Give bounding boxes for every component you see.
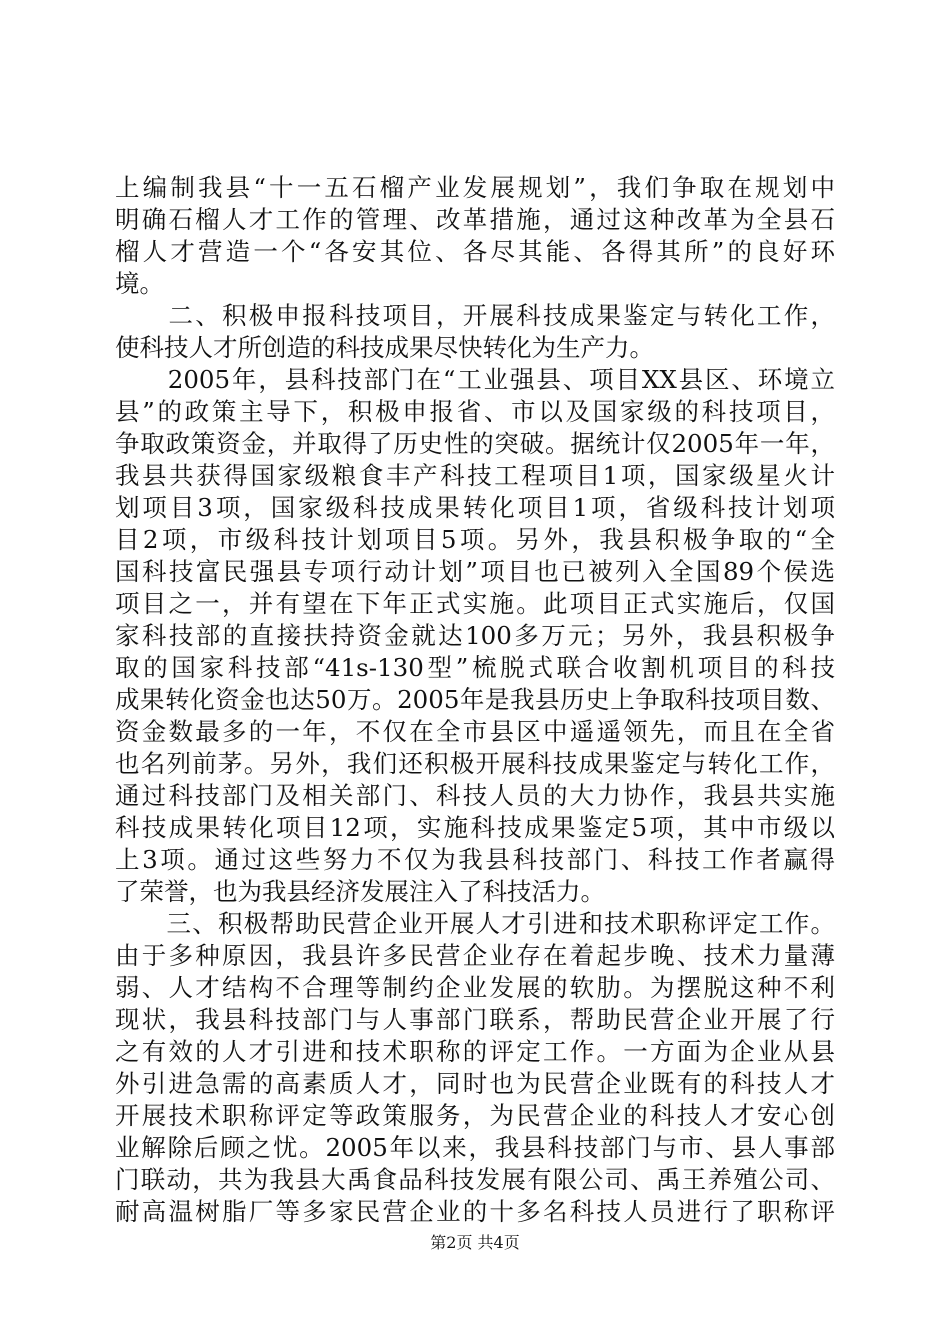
text-line: 弱、人才结构不合理等制约企业发展的软肋。为摆脱这种不利 (115, 973, 835, 1002)
text-line: 门联动，共为我县大禹食品科技发展有限公司、禹王养殖公司、 (115, 1165, 835, 1194)
text-line: 境。 (115, 269, 164, 298)
text-line: 二、积极申报科技项目，开展科技成果鉴定与转化工作， (115, 301, 835, 330)
page-footer: 第2页 共4页 (430, 1233, 520, 1252)
text-line: 现状，我县科技部门与人事部门联系，帮助民营企业开展了行 (115, 1005, 835, 1034)
text-line: 由于多种原因，我县许多民营企业存在着起步晚、技术力量薄 (115, 941, 835, 970)
text-line: 也名列前茅。另外，我们还积极开展科技成果鉴定与转化工作， (115, 749, 835, 778)
text-line: 上3项。通过这些努力不仅为我县科技部门、科技工作者赢得 (115, 845, 835, 874)
text-line: 上编制我县“十一五石榴产业发展规划”，我们争取在规划中 (115, 173, 835, 202)
text-line: 科技成果转化项目12项，实施科技成果鉴定5项，其中市级以 (115, 813, 835, 842)
text-line: 之有效的人才引进和技术职称的评定工作。一方面为企业从县 (115, 1037, 835, 1066)
text-line: 资金数最多的一年，不仅在全市县区中遥遥领先，而且在全省 (115, 717, 835, 746)
text-line: 了荣誉，也为我县经济发展注入了科技活力。 (115, 877, 605, 906)
text-line: 县”的政策主导下，积极申报省、市以及国家级的科技项目， (115, 397, 835, 426)
text-line: 使科技人才所创造的科技成果尽快转化为生产力。 (115, 333, 654, 362)
text-line: 划项目3项，国家级科技成果转化项目1项，省级科技计划项 (115, 493, 835, 522)
body-text (115, 172, 835, 1228)
text-line: 开展技术职称评定等政策服务，为民营企业的科技人才安心创 (115, 1101, 835, 1130)
text-line: 项目之一，并有望在下年正式实施。此项目正式实施后，仅国 (115, 589, 835, 618)
text-line: 我县共获得国家级粮食丰产科技工程项目1项，国家级星火计 (115, 461, 835, 490)
text-line: 通过科技部门及相关部门、科技人员的大力协作，我县共实施 (115, 781, 835, 810)
text-line: 家科技部的直接扶持资金就达100多万元；另外，我县积极争 (115, 621, 835, 650)
text-line: 耐高温树脂厂等多家民营企业的十多名科技人员进行了职称评 (115, 1197, 835, 1226)
text-line: 国科技富民强县专项行动计划”项目也已被列入全国89个侯选 (115, 557, 835, 586)
text-line: 明确石榴人才工作的管理、改革措施，通过这种改革为全县石 (115, 205, 835, 234)
text-line: 外引进急需的高素质人才，同时也为民营企业既有的科技人才 (115, 1069, 835, 1098)
text-line: 三、积极帮助民营企业开展人才引进和技术职称评定工作。 (115, 909, 835, 938)
text-line: 目2项，市级科技计划项目5项。另外，我县积极争取的“全 (115, 525, 835, 554)
text-line: 榴人才营造一个“各安其位、各尽其能、各得其所”的良好环 (115, 237, 835, 266)
text-line: 2005年，县科技部门在“工业强县、项目XX县区、环境立 (115, 365, 835, 394)
text-line: 取的国家科技部“41s-130型”梳脱式联合收割机项目的科技 (115, 653, 835, 682)
text-line: 业解除后顾之忧。2005年以来，我县科技部门与市、县人事部 (115, 1133, 835, 1162)
text-line: 成果转化资金也达50万。2005年是我县历史上争取科技项目数、 (115, 685, 835, 714)
text-line: 争取政策资金，并取得了历史性的突破。据统计仅2005年一年， (115, 429, 835, 458)
